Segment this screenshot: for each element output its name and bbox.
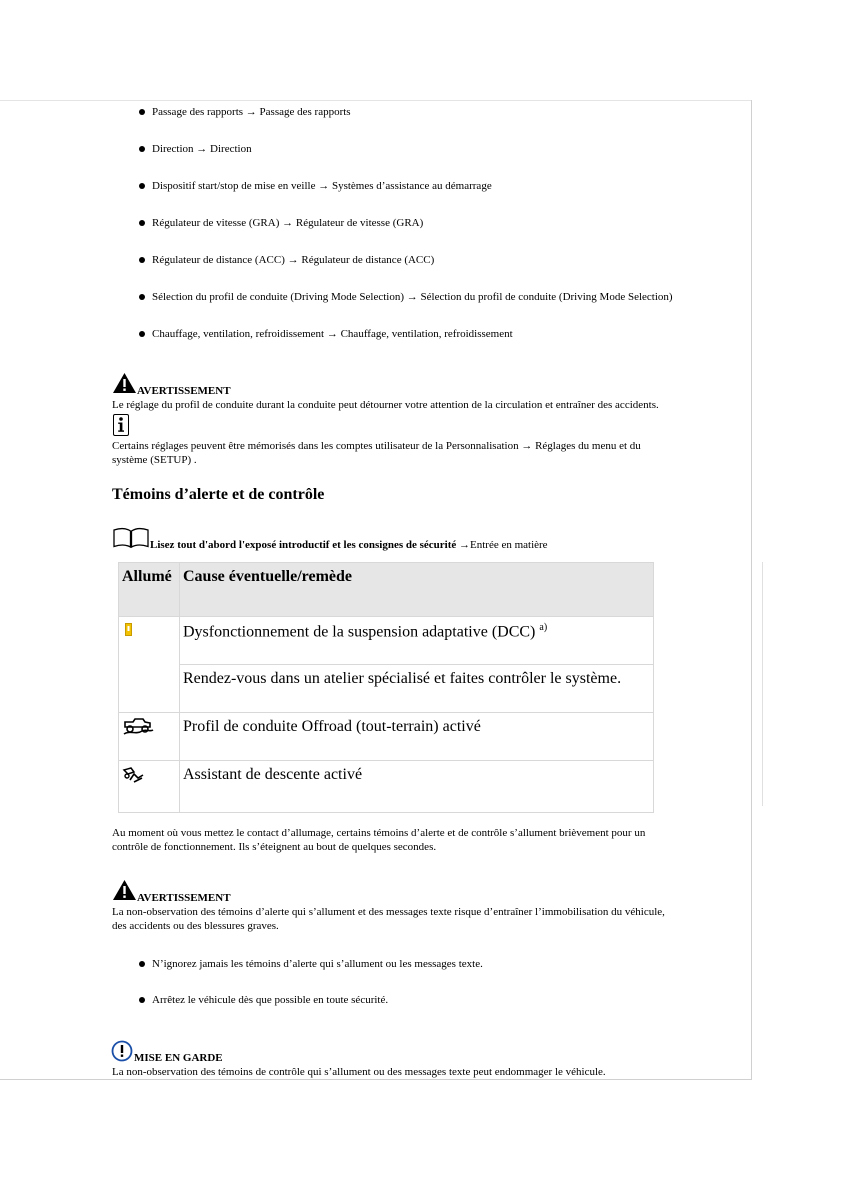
info-text-line2: système (SETUP) .	[112, 454, 197, 466]
caution-icon	[111, 1040, 133, 1062]
table-row	[119, 617, 654, 665]
link[interactable]: Passage des rapports	[259, 106, 351, 118]
page-frame-right	[751, 100, 752, 1079]
table-cell: Rendez-vous dans un atelier spécialisé et faites contrôler le système.	[180, 665, 654, 713]
table-row	[119, 665, 654, 713]
warning-text-line1: La non-observation des témoins d’alerte qui s’allument et des messages texte risque d’entraîner l’immobilisation du véhicule,	[112, 906, 665, 918]
indicator-table	[118, 562, 654, 813]
caution-text: La non-observation des témoins de contrôle qui s’allument ou des messages texte peut endommager le véhicule.	[112, 1066, 606, 1078]
warning-label: AVERTISSEMENT	[137, 385, 231, 397]
warning-text: Le réglage du profil de conduite durant la conduite peut détourner votre attention de la circulation et entraîner des accidents.	[112, 399, 659, 411]
offroad-icon	[122, 718, 154, 736]
table-cell: Assistant de descente activé	[180, 761, 654, 813]
section-title: Témoins d’alerte et de contrôle	[112, 486, 325, 503]
page-frame-top	[0, 100, 752, 101]
link[interactable]: Systèmes d’assistance au démarrage	[331, 180, 492, 192]
table-row	[119, 713, 654, 761]
column-header: Cause éventuelle/remède	[180, 563, 654, 617]
warning-triangle-icon	[112, 372, 137, 394]
link[interactable]: Régulateur de vitesse (GRA)	[295, 217, 424, 229]
warning-triangle-icon	[112, 879, 137, 901]
warning-text-line2: des accidents ou des blessures graves.	[112, 920, 279, 932]
link[interactable]: Sélection du profil de conduite (Driving Mode Selection)	[420, 291, 673, 303]
indicator-cell	[119, 761, 180, 813]
column-header: Allumé	[119, 563, 180, 617]
info-text-line1: Certains réglages peuvent être mémorisés dans les comptes utilisateur de la Personnalisation → Réglages du menu et du	[112, 440, 641, 452]
link[interactable]: →Entrée en matière	[459, 539, 548, 551]
info-icon	[113, 414, 129, 436]
table-row	[119, 761, 654, 813]
table-header-row	[119, 563, 654, 617]
caution-label: MISE EN GARDE	[134, 1052, 223, 1064]
indicator-cell	[119, 713, 180, 761]
link[interactable]: Direction	[210, 143, 252, 155]
table-frame-right	[762, 562, 763, 806]
indicator-cell	[119, 617, 180, 713]
paragraph-line2: contrôle de fonctionnement. Ils s’éteignent au bout de quelques secondes.	[112, 841, 437, 853]
hill-descent-icon	[122, 766, 146, 784]
paragraph-line1: Au moment où vous mettez le contact d’allumage, certains témoins d’alerte et de contrôle s’allument brièvement pour un	[112, 827, 646, 839]
link[interactable]: Régulateur de distance (ACC)	[301, 254, 435, 266]
warning-label: AVERTISSEMENT	[137, 892, 231, 904]
table-cell: Profil de conduite Offroad (tout-terrain) activé	[180, 713, 654, 761]
link[interactable]: Chauffage, ventilation, refroidissement	[340, 328, 513, 340]
table-cell: Dysfonctionnement de la suspension adaptative (DCC) $^{a)}$	[180, 617, 654, 665]
read-first-note: Lisez tout d'abord l'exposé introductif et les consignes de sécurité →Entrée en matière	[150, 539, 548, 551]
book-icon	[112, 527, 150, 549]
yellow-indicator-icon	[125, 623, 133, 637]
page-frame-bottom	[0, 1079, 752, 1080]
